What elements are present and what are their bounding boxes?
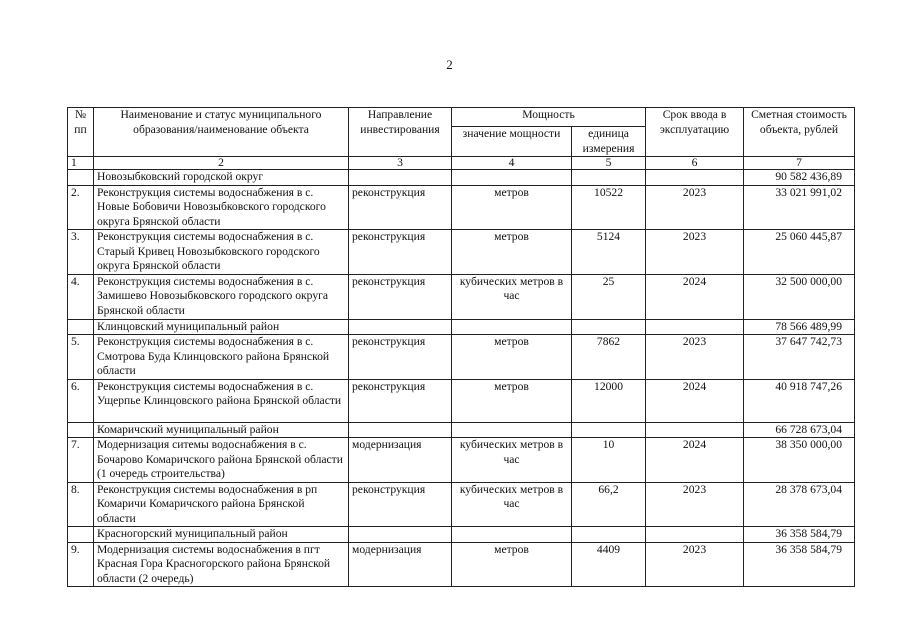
table-row — [68, 230, 855, 275]
table-row — [68, 482, 855, 527]
row-unit: метров — [452, 230, 572, 275]
row-direction: реконструкция — [349, 335, 452, 380]
row-cost: 38 350 000,00 — [744, 438, 855, 483]
index-cell: 4 — [452, 157, 572, 170]
group-cost: 90 582 436,89 — [744, 170, 855, 186]
row-name: Реконструкция системы водоснабжения в рп Комаричи Комаричского района Брянской области — [94, 482, 349, 527]
group-name: Новозыбковский городской округ — [94, 170, 349, 186]
row-direction: реконструкция — [349, 185, 452, 230]
row-direction: реконструкция — [349, 230, 452, 275]
row-cost: 37 647 742,73 — [744, 335, 855, 380]
row-value: 4409 — [572, 542, 646, 587]
group-cost: 66 728 673,04 — [744, 422, 855, 438]
table-row — [68, 379, 855, 422]
header-capacity-value: значение мощности — [452, 127, 572, 157]
row-num: 8. — [68, 482, 94, 527]
row-cost: 25 060 445,87 — [744, 230, 855, 275]
row-cost: 33 021 991,02 — [744, 185, 855, 230]
row-num: 4. — [68, 274, 94, 319]
row-value: 12000 — [572, 379, 646, 422]
investment-table — [67, 107, 855, 587]
row-year: 2023 — [646, 482, 744, 527]
table-row — [68, 335, 855, 380]
index-cell: 6 — [646, 157, 744, 170]
row-num: 5. — [68, 335, 94, 380]
row-direction: модернизация — [349, 542, 452, 587]
row-value: 25 — [572, 274, 646, 319]
table-row — [68, 542, 855, 587]
index-cell: 3 — [349, 157, 452, 170]
row-year: 2023 — [646, 185, 744, 230]
page-number: 2 — [446, 57, 453, 72]
table-row — [68, 438, 855, 483]
group-name: Красногорский муниципальный район — [94, 527, 349, 543]
index-cell: 7 — [744, 157, 855, 170]
row-name: Реконструкция системы водоснабжения в с. Новые Бобовичи Новозыбковского городского округа Брянской области — [94, 185, 349, 230]
row-unit: кубических метров в час — [452, 482, 572, 527]
row-year: 2023 — [646, 335, 744, 380]
header-capacity-unit: единица измерения — [572, 127, 646, 157]
row-direction: модернизация — [349, 438, 452, 483]
row-value: 5124 — [572, 230, 646, 275]
group-row — [68, 422, 855, 438]
group-row — [68, 170, 855, 186]
row-unit: кубических метров в час — [452, 274, 572, 319]
row-name: Реконструкция системы водоснабжения в с. Ущерпье Клинцовского района Брянской области — [94, 379, 349, 422]
row-num: 6. — [68, 379, 94, 422]
group-row — [68, 319, 855, 335]
row-cost: 32 500 000,00 — [744, 274, 855, 319]
group-row — [68, 527, 855, 543]
row-unit: метров — [452, 185, 572, 230]
row-value: 7862 — [572, 335, 646, 380]
row-num: 3. — [68, 230, 94, 275]
row-year: 2024 — [646, 379, 744, 422]
row-year: 2024 — [646, 274, 744, 319]
group-cost: 78 566 489,99 — [744, 319, 855, 335]
row-year: 2023 — [646, 542, 744, 587]
row-value: 10522 — [572, 185, 646, 230]
header-name: Наименование и статус муниципального образования/наименование объекта — [94, 108, 349, 157]
group-name: Клинцовский муниципальный район — [94, 319, 349, 335]
row-num: 7. — [68, 438, 94, 483]
group-name: Комаричский муниципальный район — [94, 422, 349, 438]
row-unit: метров — [452, 542, 572, 587]
header-deadline: Срок ввода в эксплуатацию — [646, 108, 744, 157]
row-name: Реконструкция системы водоснабжения в с. Смотрова Буда Клинцовского района Брянской области — [94, 335, 349, 380]
row-unit: метров — [452, 379, 572, 422]
row-unit: метров — [452, 335, 572, 380]
group-cost: 36 358 584,79 — [744, 527, 855, 543]
table-row — [68, 274, 855, 319]
row-direction: реконструкция — [349, 379, 452, 422]
row-num: 9. — [68, 542, 94, 587]
header-capacity: Мощность — [452, 108, 646, 127]
row-direction: реконструкция — [349, 274, 452, 319]
row-value: 10 — [572, 438, 646, 483]
row-value: 66,2 — [572, 482, 646, 527]
row-cost: 28 378 673,04 — [744, 482, 855, 527]
row-name: Модернизация ситемы водоснабжения в с. Бочарово Комаричского района Брянской области (1 очередь строительства) — [94, 438, 349, 483]
row-num: 2. — [68, 185, 94, 230]
row-name: Модернизация системы водоснабжения в пгт Красная Гора Красногорского района Брянской области (2 очередь) — [94, 542, 349, 587]
row-year: 2023 — [646, 230, 744, 275]
row-name: Реконструкция системы водоснабжения в с. Замишево Новозыбковского городского округа Брянской области — [94, 274, 349, 319]
row-year: 2024 — [646, 438, 744, 483]
table-row — [68, 185, 855, 230]
row-cost: 36 358 584,79 — [744, 542, 855, 587]
index-cell: 1 — [68, 157, 94, 170]
column-index-row — [68, 157, 855, 170]
header-num: № пп — [68, 108, 94, 157]
row-direction: реконструкция — [349, 482, 452, 527]
index-cell: 2 — [94, 157, 349, 170]
row-name: Реконструкция системы водоснабжения в с. Старый Кривец Новозыбковского городского округа Брянской области — [94, 230, 349, 275]
index-cell: 5 — [572, 157, 646, 170]
row-cost: 40 918 747,26 — [744, 379, 855, 422]
header-direction: Направление инвестирования — [349, 108, 452, 157]
row-unit: кубических метров в час — [452, 438, 572, 483]
header-cost: Сметная стоимость объекта, рублей — [744, 108, 855, 157]
